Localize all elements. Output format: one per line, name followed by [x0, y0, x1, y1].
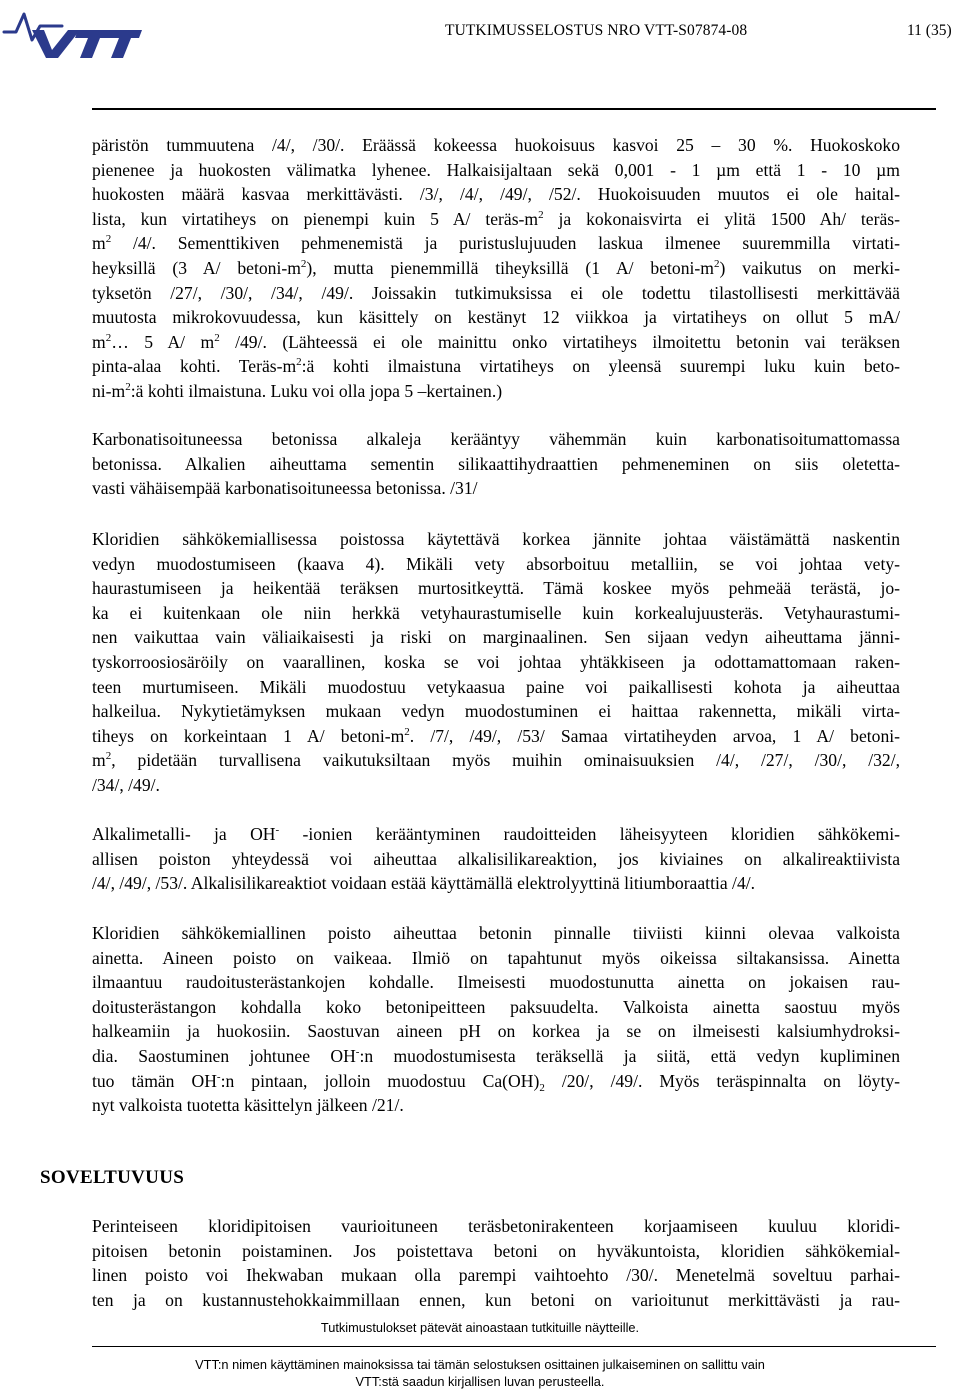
text-line: nen vaikuttaa vain väliaikaisesti ja riski on marginaalinen. Sen sijaan vedyn aiheuttama jänni-	[92, 627, 900, 648]
superscript: -	[216, 1070, 221, 1083]
text-line: päristön tummuutena /4/, /30/. Eräässä kokeessa huokoisuus kasvoi 25 – 30 %. Huokoskoko	[92, 135, 900, 155]
superscript: 2	[713, 257, 720, 270]
paragraph-text	[92, 921, 900, 1118]
section-heading: SOVELTUVUUS	[40, 1167, 185, 1188]
superscript: 2	[300, 257, 307, 270]
text-line: betonissa. Alkalien aiheuttama sementin silikaattihydraattien pehmeneminen on siis oletetta-	[92, 453, 900, 474]
superscript: 2	[105, 750, 112, 763]
text-line: haurastumiseen ja heikentää teräksen murtositkeyttä. Tämä koskee myös pehmeää terästä, jo-	[92, 578, 900, 599]
vtt-logo	[2, 6, 142, 60]
superscript: -	[355, 1045, 360, 1058]
text-line: ilmaantuu raudoitusterästankojen kohdalle. Ilmeisesti muodostunutta ainetta on jokaisen rau-	[92, 972, 900, 993]
text-line: tyskorroosiosäröily on vaarallinen, koska se voi johtaa yhtäkkiseen ja odottamattomaan raken-	[92, 651, 900, 672]
footer-legal-line-1: VTT:n nimen käyttäminen mainoksissa tai tämän selostuksen osittainen julkaiseminen on sallittu vain	[195, 1357, 765, 1372]
superscript: -	[275, 824, 280, 836]
text-line: vasti vähäisempää karbonatisoituneessa betonissa. /31/	[92, 478, 478, 499]
text-line: Alkalimetalli- ja OH- -ionien kerääntyminen raudoitteiden läheisyyteen kloridien sähkökemi-	[92, 824, 900, 844]
superscript: 2	[404, 725, 410, 738]
text-line: $m^2\dots$ 5 A/ $m^2$ /49/. (Lähteessä ei ole mainittu onko virtatiheys ilmoitettu betonin vai teräksen	[92, 331, 900, 352]
text-line: muutosta mikrokovuudessa, kun käsittely on kestänyt 12 viikkoa ja virtatiheys on ollut 5 mA/	[92, 307, 900, 328]
footer-legal-line-2: VTT:stä saadun kirjallisen luvan perusteella.	[355, 1374, 605, 1389]
text-line: allisen poiston yhteydessä voi aiheuttaa alkalisilikareaktion, jos kiviaines on alkalireaktiivista	[92, 848, 900, 869]
footer-note: Tutkimustulokset pätevät ainoastaan tutkituille näytteille.	[320, 1320, 640, 1335]
text-line: pitoisen betonin poistaminen. Jos poistettava betoni on hyväkuntoista, kloridien sähkökemial-	[92, 1240, 900, 1261]
text-line: huokosten määrä kasvaa merkittävästi. /3/, /4/, /49/, /52/. Huokoisuuden muutos ei ole haital-	[92, 184, 900, 205]
paragraph-3	[92, 527, 900, 798]
paragraph-4	[92, 822, 900, 896]
footer-legal	[0, 1356, 960, 1390]
header-divider	[92, 108, 936, 110]
vtt-logo-graphic	[2, 6, 142, 60]
text-line: tuo tämän OH-:n pintaan, jolloin muodostuu $Ca(OH)_2$ /20/, /49/. Myös teräspinnalta on löyty-	[92, 1070, 900, 1094]
text-line: halkeamiin ja huokosiin. Saostuvan aineen pH on korkea ja se on ilmeisesti kalsiumhydroksi-	[92, 1021, 900, 1042]
superscript: 2	[105, 233, 112, 246]
superscript: 2	[214, 331, 220, 344]
text-line: ten ja on kustannustehokkaimmillaan ennen, kun betoni on varioitunut merkittävästi ja rau-	[92, 1289, 900, 1310]
report-title: TUTKIMUSSELOSTUS NRO VTT-S07874-08	[445, 22, 748, 39]
subscript: 2	[539, 1081, 545, 1094]
text-line: linen poisto voi Ihekwaban mukaan olla parempi vaihtoehto /30/. Menetelmä soveltuu parhai-	[92, 1265, 900, 1286]
text-line: ainetta. Aineen poisto on vaikeaa. Ilmiö on tapahtunut myös oikeissa siltakansissa. Ainetta	[92, 947, 900, 968]
superscript: 2	[538, 208, 544, 221]
text-line: halkeilua. Nykytietämyksen mukaan vedyn muodostuminen ei haittaa rakennetta, mikäli virta-	[92, 701, 900, 722]
text-line: $m^2$ /4/. Sementtikiven pehmenemistä ja puristuslujuuden laskua ilmenee suuremmilla virtati-	[92, 233, 900, 254]
superscript: 2	[296, 356, 302, 369]
text-line: Kloridien sähkökemiallinen poisto aiheuttaa betonin pinnalle tiiviisti kiinni olevaa valkoista	[92, 923, 900, 943]
paragraph-text	[92, 822, 900, 896]
text-line: tyksetön /27/, /30/, /34/, /49/. Joissakin tutkimuksissa ei ole todettu tilastollisesti merkittävää	[92, 282, 900, 303]
text-line: Karbonatisoituneessa betonissa alkaleja kerääntyy vähemmän kuin karbonatisoitumattomassa	[92, 429, 900, 449]
text-line: Kloridien sähkökemiallisessa poistossa käytettävä korkea jännite johtaa väistämättä naskentin	[92, 529, 900, 549]
paragraph-text	[92, 527, 900, 798]
text-line: tiheys on korkeintaan 1 A/ betoni-$m^2$. /7/, /49/, /53/ Samaa virtatiheyden arvoa, 1 A/ betoni-	[92, 725, 900, 746]
text-line: vedyn muodostumiseen (kaava 4). Mikäli vety absorboituu metalliin, se voi johtaa vety-	[92, 553, 900, 574]
page-number: 11 (35)	[907, 22, 952, 39]
paragraph-text	[92, 1214, 900, 1312]
text-line: pienenee ja huokosten välimatka lyhenee. Halkaisijaltaan sekä 0,001 - 1 µm että 1 - 10 µm	[92, 159, 900, 180]
text-line: lista, kun virtatiheys on pienempi kuin 5 A/ teräs-$m^2$ ja kokonaisvirta ei ylitä 1500 Ah/ teräs-	[92, 208, 900, 229]
text-line: /34/, /49/.	[92, 774, 160, 795]
paragraph-6	[92, 1214, 900, 1312]
paragraph-2	[92, 427, 900, 501]
text-line: nyt valkoista tuotetta käsittelyn jälkeen /21/.	[92, 1095, 404, 1116]
paragraph-1	[92, 133, 900, 404]
text-line: doitusterästangon kohdalla koko betonipeitteen paksuudelta. Valkoista ainetta saostuu myös	[92, 996, 900, 1017]
superscript: 2	[105, 331, 112, 344]
text-line: pinta-alaa kohti. Teräs-$m^2:ä$ kohti ilmaistuna virtatiheys on yleensä suurempi luku kuin beto-	[92, 356, 900, 377]
paragraph-text	[92, 133, 900, 404]
paragraph-text	[92, 427, 900, 501]
footer-divider	[92, 1346, 936, 1347]
text-line: /4/, /49/, /53/. Alkalisilikareaktiot voidaan estää käyttämällä elektrolyyttinä litiumboraattia /4/.	[92, 873, 756, 894]
text-line: ka ei kuitenkaan ole niin herkkä vetyhaurastumiselle kuin korkealujuusteräs. Vetyhaurastumi-	[92, 602, 900, 623]
text-line: Perinteiseen kloridipitoisen vaurioituneen teräsbetonirakenteen korjaamiseen kuuluu kloridi-	[92, 1216, 900, 1236]
text-line: $m^2$, pidetään turvallisena vaikutuksiltaan myös muihin ominaisuuksien /4/, /27/, /30/, /32/,	[92, 750, 900, 771]
paragraph-5	[92, 921, 900, 1118]
text-line: teen murtumiseen. Mikäli muodostuu vetykaasua paine voi paikallisesti kohota ja aiheuttaa	[92, 676, 900, 697]
superscript: 2	[125, 380, 131, 393]
text-line: heyksillä (3 A/ betoni-$m^2$), mutta pienemmillä tiheyksillä (1 A/ betoni-$m^2$) vaikutus on merki-	[92, 257, 900, 278]
text-line: dia. Saostuminen johtunee OH-:n muodostumisesta teräksellä ja siitä, että vedyn kupliminen	[92, 1045, 900, 1066]
text-line: $ni-m^2:ä$ kohti ilmaistuna. Luku voi olla jopa 5 –kertainen.)	[92, 380, 503, 401]
